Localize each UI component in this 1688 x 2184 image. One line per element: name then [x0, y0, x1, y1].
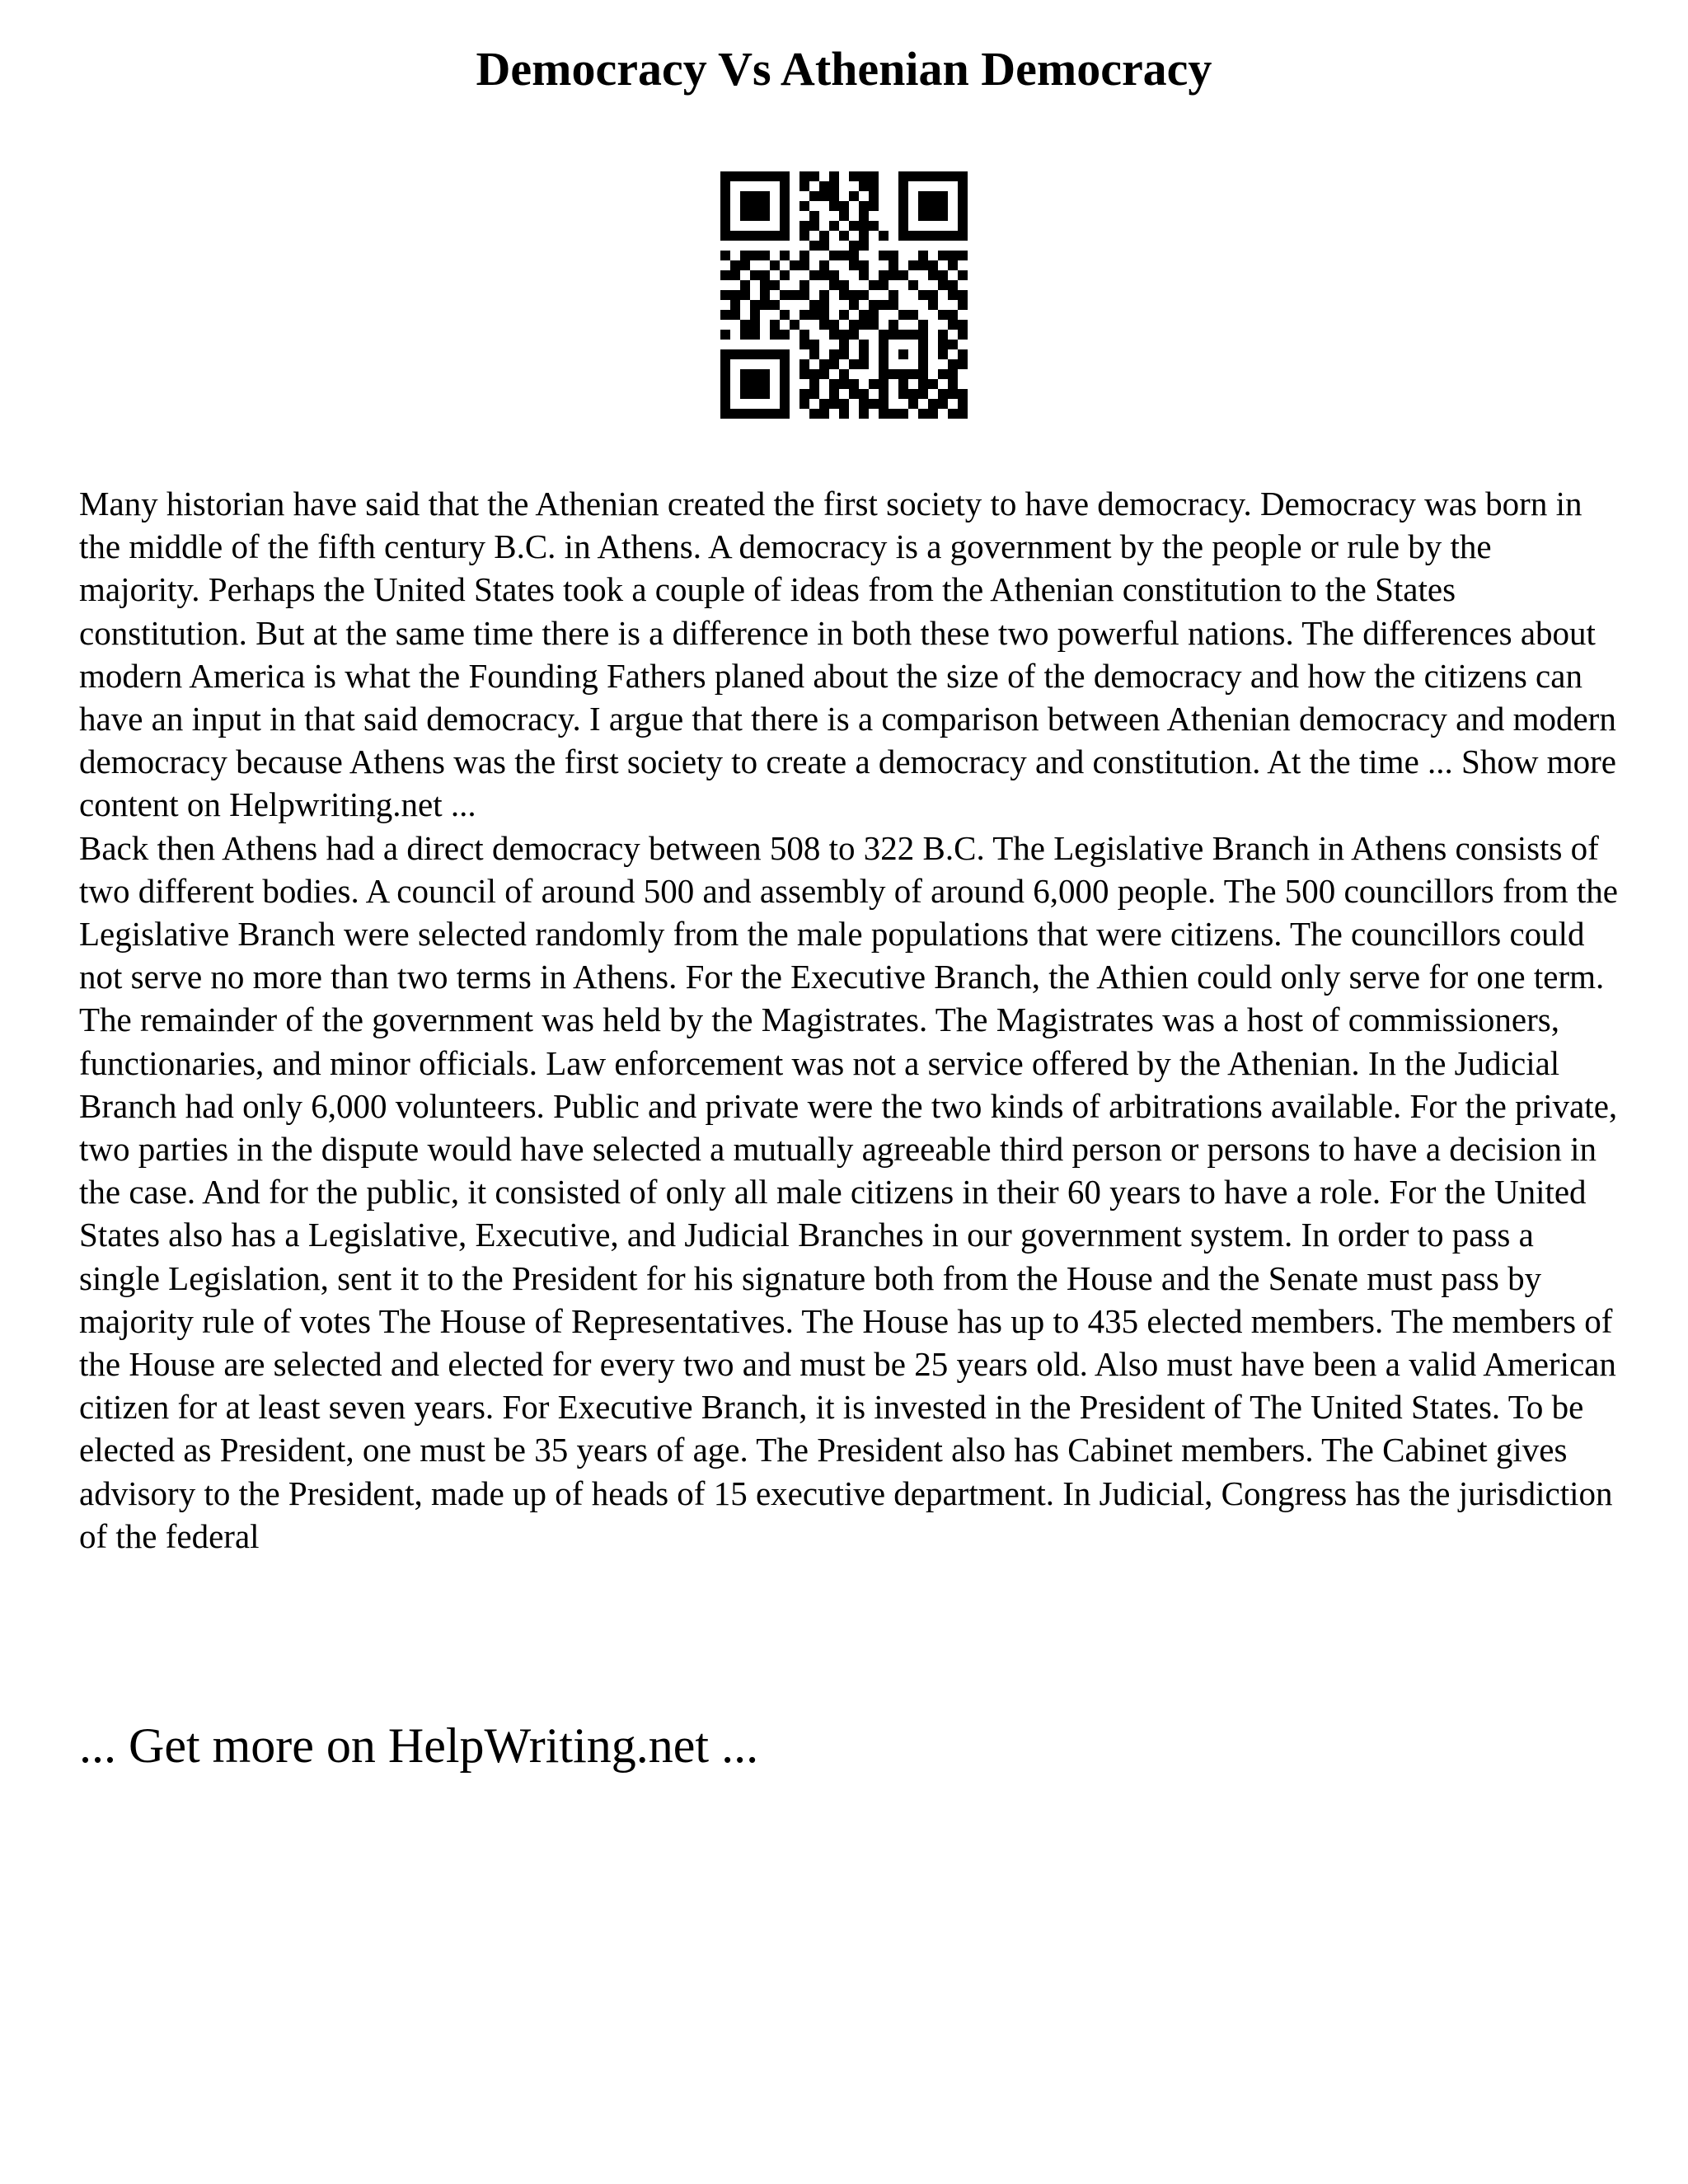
article-body: [79, 482, 1620, 1558]
qr-code-icon: [720, 171, 968, 419]
paragraph-comparison: Back then Athens had a direct democracy between 508 to 322 B.C. The Legislative Branch in Athens consists of two different bodies. A council of around 500 and assembly of around 6,000 people. The 500 councillors from the Legislative Branch were selected randomly from the male populations that were citizens. The councillors could not serve no more than two terms in Athens. For the Executive Branch, the Athien could only serve for one term. The remainder of the government was held by the Magistrates. The Magistrates was a host of commissioners, functionaries, and minor officials. Law enforcement was not a service offered by the Athenian. In the Judicial Branch had only 6,000 volunteers. Public and private were the two kinds of arbitrations available. For the private, two parties in the dispute would have selected a mutually agreeable third person or persons to have a decision in the case. And for the public, it consisted of only all male citizens in their 60 years to have a role. For the United States also has a Legislative, Executive, and Judicial Branches in our government system. In order to pass a single Legislation, sent it to the President for his signature both from the House and the Senate must pass by majority rule of votes The House of Representatives. The House has up to 435 elected members. The members of the House are selected and elected for every two and must be 25 years old. Also must have been a valid American citizen for at least seven years. For Executive Branch, it is invested in the President of The United States. To be elected as President, one must be 35 years of age. The President also has Cabinet members. The Cabinet gives advisory to the President, made up of heads of 15 executive department. In Judicial, Congress has the jurisdiction of the federal: [79, 828, 1619, 1555]
get-more-link[interactable]: ... Get more on HelpWriting.net ...: [79, 1718, 759, 1773]
page-title: Democracy Vs Athenian Democracy: [476, 42, 1212, 96]
paragraph-intro: Many historian have said that the Athenian created the first society to have democracy. Democracy was born in the middle of the fifth century B.C. in Athens. A democracy is a government by the people or rule by the majority. Perhaps the United States took a couple of ideas from the Athenian constitution to the States constitution. But at the same time there is a difference in both these two powerful nations. The differences about modern America is what the Founding Fathers planed about the size of the democracy and how the citizens can have an input in that said democracy. I argue that there is a comparison between Athenian democracy and modern democracy because Athens was the first society to create a democracy and constitution. At the time ... Show more content on Helpwriting.net ...: [79, 485, 1616, 824]
